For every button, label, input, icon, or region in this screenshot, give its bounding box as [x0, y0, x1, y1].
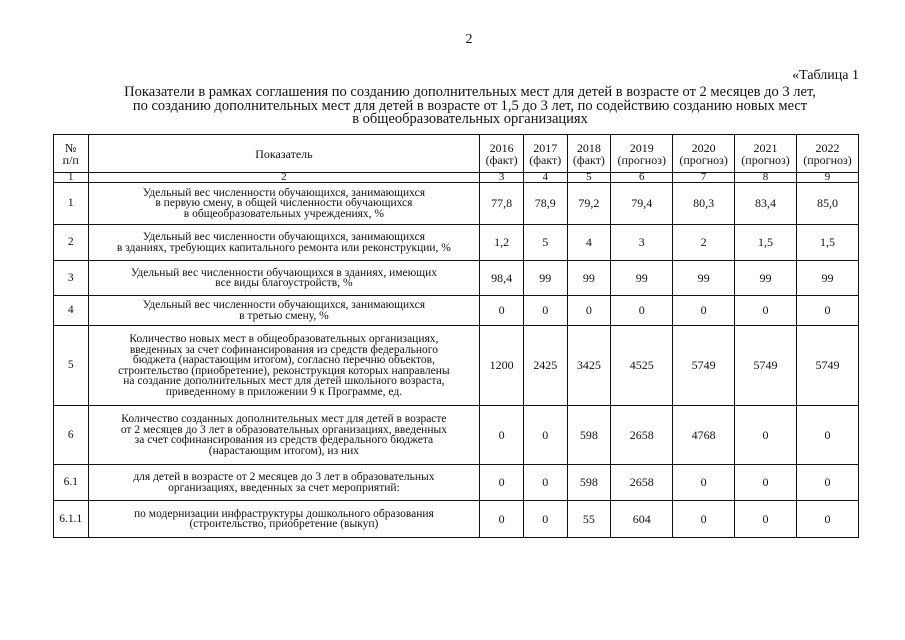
row-value: 1,5 [797, 225, 859, 261]
row-value: 0 [797, 465, 859, 501]
row-value: 77,8 [480, 183, 524, 225]
row-value: 1,5 [735, 225, 797, 261]
row-indicator [88, 501, 480, 538]
row-value: 0 [735, 296, 797, 326]
row-value: 0 [735, 465, 797, 501]
row-value: 0 [735, 406, 797, 465]
table-row [54, 326, 859, 406]
row-value: 99 [523, 261, 567, 296]
header-year: 2022 (прогноз) [797, 135, 859, 173]
row-value: 2658 [611, 465, 673, 501]
row-value: 0 [523, 501, 567, 538]
row-value: 83,4 [735, 183, 797, 225]
row-value: 80,3 [673, 183, 735, 225]
row-value: 4768 [673, 406, 735, 465]
column-number: 4 [523, 173, 567, 183]
indicator-line: в зданиях, требующих капитального ремонта или реконструкции, % [116, 241, 451, 254]
table-body [54, 183, 859, 538]
row-value: 78,9 [523, 183, 567, 225]
row-value: 85,0 [797, 183, 859, 225]
row-indicator [88, 465, 480, 501]
row-number: 4 [54, 296, 89, 326]
indicator-line: бюджета (нарастающим итогом), согласно перечню объектов, [132, 354, 435, 366]
row-value: 3 [611, 225, 673, 261]
row-value: 0 [567, 296, 611, 326]
row-value: 5 [523, 225, 567, 261]
column-number: 2 [88, 173, 480, 183]
header-row [54, 135, 859, 173]
table-row [54, 261, 859, 296]
header-indicator: Показатель [88, 135, 480, 173]
title-line: Показатели в рамках соглашения по созданию дополнительных мест для детей в возрасте от 2 месяцев до 3 лет, [124, 84, 816, 100]
row-value: 99 [673, 261, 735, 296]
row-number: 3 [54, 261, 89, 296]
row-indicator [88, 406, 480, 465]
indicator-line: все виды благоустройств, % [215, 277, 353, 289]
table-row [54, 501, 859, 538]
row-indicator [88, 183, 480, 225]
indicator-line: в третью смену, % [239, 309, 329, 322]
indicator-line: Удельный вес численности обучающихся, занимающихся [142, 231, 425, 243]
row-number: 6.1 [54, 465, 89, 501]
page-number: 2 [465, 32, 473, 47]
row-value: 79,2 [567, 183, 611, 225]
indicator-line: введенных за счет софинансирования из средств федерального [129, 343, 438, 356]
indicator-line: Удельный вес численности обучающихся, занимающихся [142, 299, 425, 311]
indicator-line: от 2 месяцев до 3 лет в образовательных организациях, введенных [120, 423, 447, 436]
table-row [54, 183, 859, 225]
header-year: 2021 (прогноз) [735, 135, 797, 173]
indicator-line: строительство (приобретение), реконструкция которых направлены [118, 364, 450, 377]
column-number: 8 [735, 173, 797, 183]
column-number: 3 [480, 173, 524, 183]
row-indicator [88, 326, 480, 406]
column-number: 7 [673, 173, 735, 183]
row-value: 2658 [611, 406, 673, 465]
row-value: 4525 [611, 326, 673, 406]
row-value: 0 [611, 296, 673, 326]
row-value: 5749 [797, 326, 859, 406]
row-value: 0 [480, 501, 524, 538]
row-value: 99 [611, 261, 673, 296]
row-value: 0 [673, 501, 735, 538]
row-value: 0 [480, 465, 524, 501]
row-value: 0 [523, 465, 567, 501]
row-value: 1,2 [480, 225, 524, 261]
indicator-line: в общеобразовательных учреждениях, % [183, 207, 385, 220]
row-value: 0 [523, 296, 567, 326]
row-value: 0 [673, 296, 735, 326]
row-value: 2425 [523, 326, 567, 406]
indicators-table [53, 134, 859, 538]
row-value: 55 [567, 501, 611, 538]
row-number: 1 [54, 183, 89, 225]
column-number: 5 [567, 173, 611, 183]
row-value: 99 [797, 261, 859, 296]
indicator-line: для детей в возрасте от 2 месяцев до 3 лет в образовательных [133, 471, 435, 483]
column-number: 9 [797, 173, 859, 183]
row-number: 6 [54, 406, 89, 465]
indicator-line: по модернизации инфраструктуры дошкольного образования [134, 507, 434, 520]
row-indicator [88, 261, 480, 296]
row-value: 0 [480, 296, 524, 326]
row-indicator [88, 296, 480, 326]
row-value: 598 [567, 465, 611, 501]
row-value: 0 [797, 406, 859, 465]
column-number: 6 [611, 173, 673, 183]
indicator-line: организациях, введенных за счет мероприятий: [168, 481, 400, 494]
row-value: 0 [480, 406, 524, 465]
header-year: 2016 (факт) [480, 135, 524, 173]
row-value: 79,4 [611, 183, 673, 225]
indicator-line: Количество созданных дополнительных мест для детей в возрасте [121, 413, 447, 425]
table-row [54, 465, 859, 501]
row-value: 98,4 [480, 261, 524, 296]
header-year: 2020 (прогноз) [673, 135, 735, 173]
indicator-line: Количество новых мест в общеобразовательных организациях, [129, 333, 439, 345]
title-line: по созданию дополнительных мест для детей в возрасте от 1,5 до 3 лет, по содействию созданию новых мест [132, 97, 808, 114]
column-number-row [54, 173, 859, 183]
column-number: 1 [54, 173, 89, 183]
indicator-line: Удельный вес численности обучающихся в зданиях, имеющих [130, 266, 437, 279]
indicator-line: на создание дополнительных мест для детей школьного возраста, [123, 375, 445, 387]
header-year: 2018 (факт) [567, 135, 611, 173]
table-row [54, 406, 859, 465]
indicator-line: в первую смену, в общей численности обучающихся [155, 197, 413, 210]
indicator-line: (нарастающим итогом), из них [208, 444, 360, 457]
row-value: 4 [567, 225, 611, 261]
row-value: 5749 [673, 326, 735, 406]
row-number: 2 [54, 225, 89, 261]
row-value: 0 [523, 406, 567, 465]
title-line: в общеобразовательных организациях [352, 111, 588, 127]
row-value: 3425 [567, 326, 611, 406]
row-number: 5 [54, 326, 89, 406]
table-reference: «Таблица 1 [792, 68, 859, 83]
row-value: 99 [735, 261, 797, 296]
row-value: 0 [673, 465, 735, 501]
header-year: 2017 (факт) [523, 135, 567, 173]
row-value: 0 [797, 296, 859, 326]
table-row [54, 296, 859, 326]
header-num: № п/п [54, 135, 89, 173]
indicator-line: Удельный вес численности обучающихся, занимающихся [142, 186, 425, 199]
row-value: 0 [735, 501, 797, 538]
table-row [54, 225, 859, 261]
row-indicator [88, 225, 480, 261]
document-title [60, 86, 880, 127]
indicator-line: приведенному в приложении 9 к Программе, ед. [165, 385, 403, 398]
row-value: 0 [797, 501, 859, 538]
row-value: 1200 [480, 326, 524, 406]
row-value: 2 [673, 225, 735, 261]
row-number: 6.1.1 [54, 501, 89, 538]
row-value: 598 [567, 406, 611, 465]
row-value: 604 [611, 501, 673, 538]
indicator-line: (строительство, приобретение (выкуп) [189, 518, 379, 530]
row-value: 99 [567, 261, 611, 296]
indicator-line: за счет софинансирования из средств федерального бюджета [134, 434, 434, 446]
row-value: 5749 [735, 326, 797, 406]
header-year: 2019 (прогноз) [611, 135, 673, 173]
